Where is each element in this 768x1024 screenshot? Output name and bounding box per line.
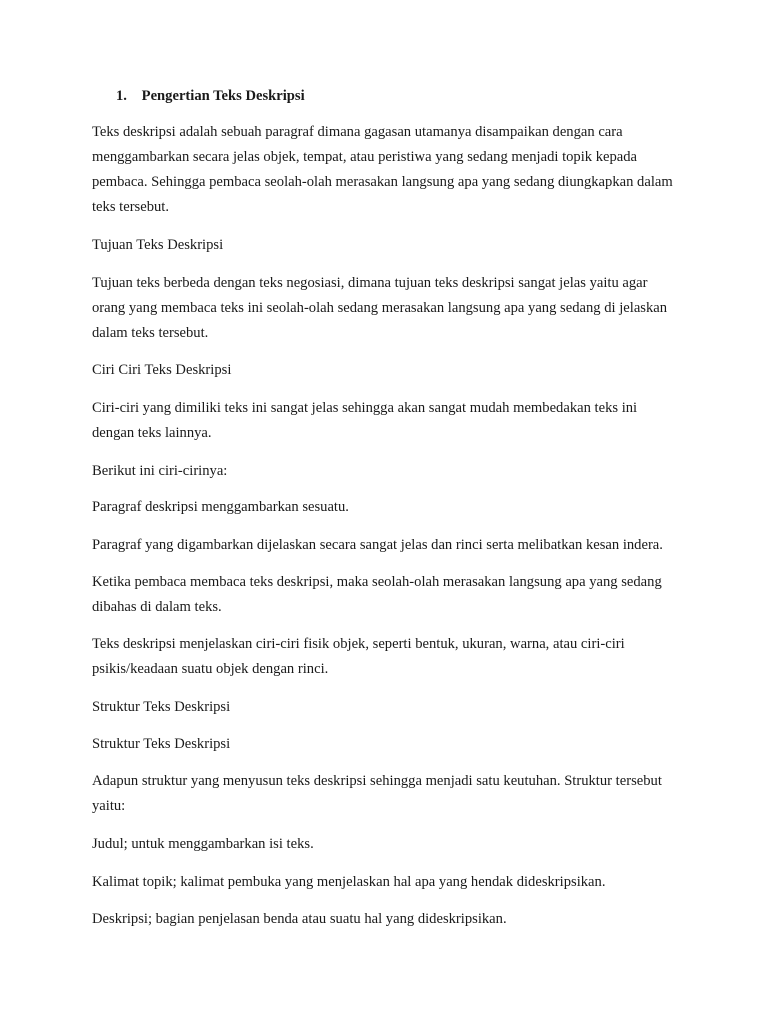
text-line: Ciri Ciri Teks Deskripsi <box>92 362 232 378</box>
paragraph-definition <box>92 120 732 220</box>
text-line: Paragraf deskripsi menggambarkan sesuatu. <box>92 499 349 515</box>
paragraph-ciri-intro <box>92 459 732 484</box>
text-line: menggambarkan secara jelas objek, tempat, atau peristiwa yang sedang menjadi topik kepada <box>92 149 638 165</box>
text-line: psikis/keadaan suatu objek dengan rinci. <box>92 661 329 677</box>
text-line: Struktur Teks Deskripsi <box>92 736 231 752</box>
text-line: Tujuan Teks Deskripsi <box>92 237 224 253</box>
section-heading <box>116 86 305 106</box>
paragraph-ciri-3 <box>92 570 732 620</box>
heading-number: 1. <box>116 88 127 104</box>
text-line: Judul; untuk menggambarkan isi teks. <box>92 836 314 852</box>
text-line: pembaca. Sehingga pembaca seolah-olah merasakan langsung apa yang sedang diungkapkan dalam <box>92 174 673 190</box>
text-line: Kalimat topik; kalimat pembuka yang menjelaskan hal apa yang hendak dideskripsikan. <box>92 874 606 890</box>
text-line: yaitu: <box>92 798 126 814</box>
paragraph-ciri-4 <box>92 632 732 682</box>
text-line: dibahas di dalam teks. <box>92 599 222 615</box>
paragraph-struktur <box>92 769 732 819</box>
text-line: dalam teks tersebut. <box>92 325 209 341</box>
text-line: Deskripsi; bagian penjelasan benda atau suatu hal yang dideskripsikan. <box>92 911 507 927</box>
paragraph-struktur-judul <box>92 832 732 857</box>
text-line: Teks deskripsi menjelaskan ciri-ciri fisik objek, seperti bentuk, ukuran, warna, atau ciri-ciri <box>92 636 625 652</box>
text-line: Ciri-ciri yang dimiliki teks ini sangat jelas sehingga akan sangat mudah membedakan teks ini <box>92 400 638 416</box>
paragraph-ciri-1 <box>92 495 732 520</box>
subheading-ciri <box>92 358 732 383</box>
subheading-tujuan <box>92 233 732 258</box>
paragraph-struktur-kalimat-topik <box>92 870 732 895</box>
text-line: Struktur Teks Deskripsi <box>92 699 231 715</box>
heading-title: Pengertian Teks Deskripsi <box>141 88 305 104</box>
paragraph-ciri <box>92 396 732 446</box>
paragraph-tujuan <box>92 271 732 346</box>
text-line: dengan teks lainnya. <box>92 425 212 441</box>
text-line: orang yang membaca teks ini seolah-olah sedang merasakan langsung apa yang sedang di jelaskan <box>92 300 668 316</box>
subheading-struktur-repeat <box>92 732 732 757</box>
text-line: Adapun struktur yang menyusun teks deskripsi sehingga menjadi satu keutuhan. Struktur tersebut <box>92 773 662 789</box>
paragraph-ciri-2 <box>92 533 732 558</box>
text-line: Tujuan teks berbeda dengan teks negosiasi, dimana tujuan teks deskripsi sangat jelas yaitu agar <box>92 275 648 291</box>
paragraph-struktur-deskripsi <box>92 907 732 932</box>
text-line: teks tersebut. <box>92 199 170 215</box>
subheading-struktur <box>92 695 732 720</box>
text-line: Berikut ini ciri-cirinya: <box>92 463 228 479</box>
text-line: Teks deskripsi adalah sebuah paragraf dimana gagasan utamanya disampaikan dengan cara <box>92 124 623 140</box>
text-line: Ketika pembaca membaca teks deskripsi, maka seolah-olah merasakan langsung apa yang sedang <box>92 574 662 590</box>
text-line: Paragraf yang digambarkan dijelaskan secara sangat jelas dan rinci serta melibatkan kesan indera. <box>92 537 663 553</box>
